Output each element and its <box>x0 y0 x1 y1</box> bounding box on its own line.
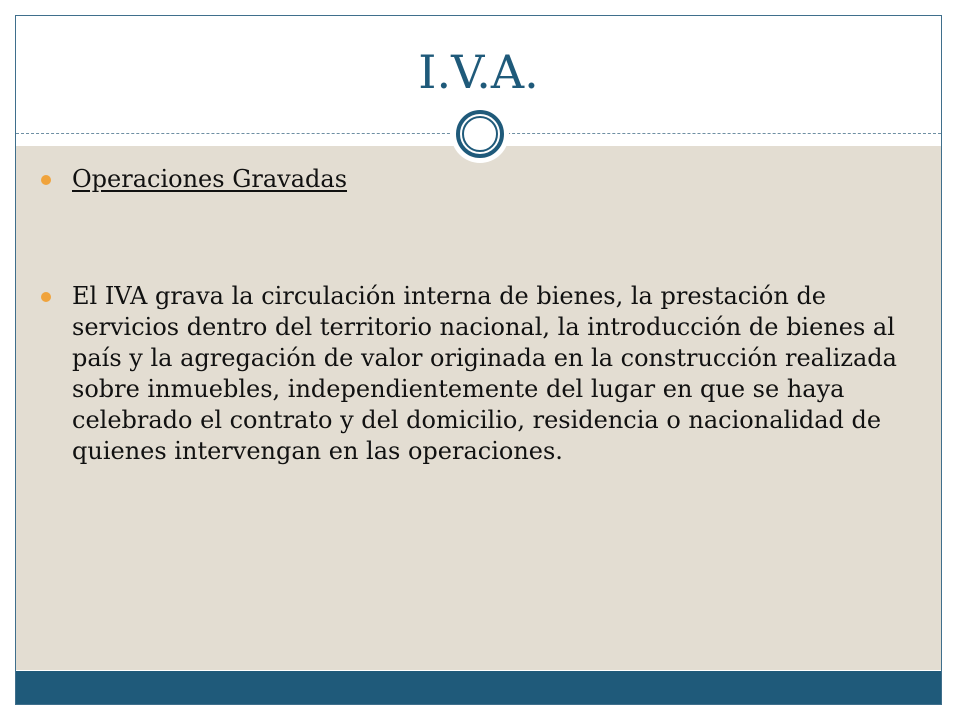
bottom-bar <box>16 671 941 704</box>
bullet-dot-icon <box>41 175 51 185</box>
inner-ring-icon <box>462 116 498 152</box>
bullet-item-heading <box>38 164 918 195</box>
bullet-list <box>38 160 918 467</box>
bullet-heading-text: Operaciones Gravadas <box>72 165 348 193</box>
bullet-dot-icon <box>41 292 51 302</box>
bullet-item-body <box>38 281 918 467</box>
slide-title: I.V.A. <box>418 45 539 99</box>
bullet-body-text: El IVA grava la circulación interna de bienes, la prestación de servicios dentro del territorio nacional, la introducción de bienes al país y la agregación de valor originada en la construcción realizada sobre inmuebles, independientemente del lugar en que se haya celebrado el contrato y del domicilio, residencia o nacionalidad de quienes intervengan en las operaciones. <box>72 282 897 465</box>
